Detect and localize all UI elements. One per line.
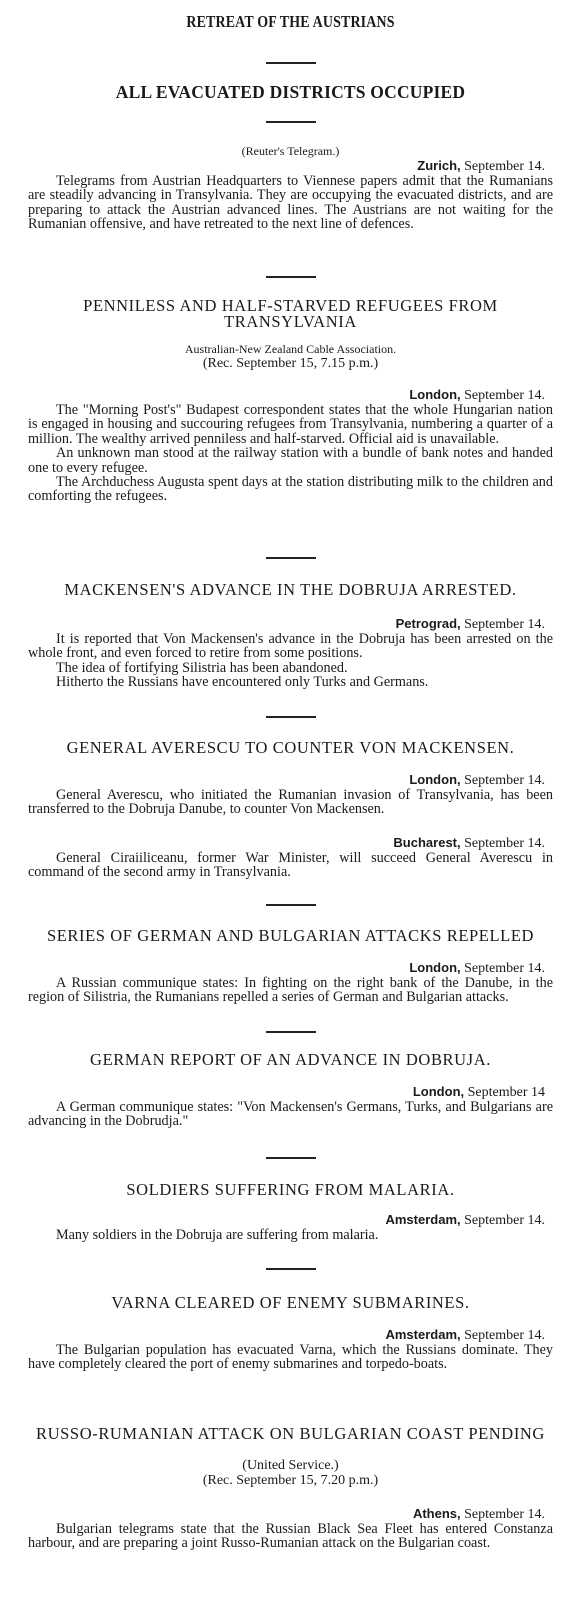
article-dateline	[0, 1506, 581, 1522]
article-body	[0, 1100, 581, 1129]
article-paragraph: General Ciraiiliceanu, former War Minister, will succeed General Averescu in command of the second army in Transylvania.	[28, 849, 553, 881]
dateline-date: September 14.	[464, 773, 545, 788]
article-body	[0, 1522, 581, 1551]
article-paragraph: Bulgarian telegrams state that the Russian Black Sea Fleet has entered Constanza harbour, and are preparing a joint Russo-Rumanian attack on the Bulgarian coast.	[28, 1521, 553, 1552]
article-paragraph: An unknown man stood at the railway station with a bundle of bank notes and handed one to every refugee.	[28, 445, 553, 476]
article-paragraph: Telegrams from Austrian Headquarters to Viennese papers admit that the Rumanians are steadily advancing in Transylvania. They are occupying the evacuated districts, and are preparing to attack the Austrian advanced lines. The Austrians are not waiting for the Rumanian offensive, and have retreated to the next line of defences.	[28, 173, 553, 233]
article-received: (Rec. September 15, 7.20 p.m.)	[202, 1473, 379, 1488]
article-paragraph: The "Morning Post's" Budapest correspondent states that the whole Hungarian nation is engaged in housing and succouring refugees from Transylvania, numbering a quarter of a million. The wealthy arrived penniless and half-starved. Official aid is unavailable.	[28, 402, 553, 447]
article-body	[0, 1343, 581, 1372]
dateline-place: London,	[409, 772, 461, 787]
dateline-place: London,	[409, 387, 461, 402]
divider-rule	[266, 716, 316, 718]
dateline-date: September 14	[467, 1085, 545, 1100]
article-2	[0, 298, 581, 504]
article-body	[0, 1228, 581, 1242]
article-paragraph: General Averescu, who initiated the Rumanian invasion of Transylvania, has been transferred to the Dobruja Danube, to counter Von Mackensen.	[28, 787, 553, 818]
article-body	[0, 788, 581, 817]
article-8	[0, 1293, 581, 1372]
article-body	[0, 976, 581, 1005]
sub-title: ALL EVACUATED DISTRICTS OCCUPIED	[115, 82, 466, 102]
article-paragraph: Many soldiers in the Dobruja are suffering from malaria.	[56, 1227, 379, 1243]
article-body	[0, 632, 581, 690]
article-5	[0, 926, 581, 1005]
main-title: RETREAT OF THE AUSTRIANS	[186, 12, 395, 31]
divider-rule	[266, 557, 316, 559]
article-9	[0, 1424, 581, 1551]
article-headline: SOLDIERS SUFFERING FROM MALARIA.	[126, 1180, 455, 1199]
dateline-date: September 14.	[464, 1507, 545, 1522]
article-7	[0, 1180, 581, 1242]
dateline-date: September 14.	[464, 961, 545, 976]
divider-rule	[266, 121, 316, 123]
dateline-place: Amsterdam,	[385, 1327, 461, 1342]
article-paragraph: A Russian communique states: In fighting on the right bank of the Danube, in the region of Silistria, the Rumanians repelled a series of German and Bulgarian attacks.	[28, 975, 553, 1006]
article-received: (Rec. September 15, 7.15 p.m.)	[202, 356, 379, 371]
dateline-date: September 14.	[464, 1213, 545, 1228]
article-headline: GENERAL AVERESCU TO COUNTER VON MACKENSEN.	[66, 738, 515, 757]
article-dateline	[0, 1212, 581, 1228]
dateline-place: Zurich,	[417, 158, 461, 173]
article-headline: VARNA CLEARED OF ENEMY SUBMARINES.	[111, 1293, 470, 1312]
article-paragraph: The Archduchess Augusta spent days at the station distributing milk to the children and comforting the refugees.	[28, 474, 553, 505]
article-dateline	[0, 1327, 581, 1343]
article-dateline	[0, 772, 581, 788]
article-body	[0, 403, 581, 504]
dateline-date: September 14.	[464, 1328, 545, 1343]
dateline-date: September 14.	[464, 159, 545, 174]
article-6	[0, 1050, 581, 1129]
article-dateline	[0, 158, 581, 174]
article-dateline	[0, 616, 581, 632]
dateline-date: September 14.	[464, 388, 545, 403]
dateline-date: September 14.	[464, 617, 545, 632]
article-paragraph: Hitherto the Russians have encountered only Turks and Germans.	[56, 674, 429, 691]
divider-rule	[266, 62, 316, 64]
dateline-place: Bucharest,	[393, 834, 461, 850]
article-1	[0, 144, 581, 232]
article-paragraph: The Bulgarian population has evacuated Varna, which the Russians dominate. They have completely cleared the port of enemy submarines and torpedo-boats.	[28, 1342, 553, 1373]
dateline-place: Athens,	[412, 1506, 461, 1521]
article-paragraph: The idea of fortifying Silistria has been abandoned.	[56, 659, 348, 676]
dateline-place: London,	[409, 960, 461, 975]
article-paragraph: It is reported that Von Mackensen's advance in the Dobruja has been arrested on the whole front, and even forced to retire from some positions.	[28, 631, 553, 662]
article-headline: SERIES OF GERMAN AND BULGARIAN ATTACKS REPELLED	[46, 926, 535, 945]
dateline-place: Petrograd,	[395, 616, 461, 631]
dateline-place: Amsterdam,	[385, 1212, 461, 1227]
divider-rule	[266, 904, 316, 906]
article-headline: GERMAN REPORT OF AN ADVANCE IN DOBRUJA.	[90, 1050, 491, 1069]
divider-rule	[266, 1157, 316, 1159]
divider-rule	[266, 276, 316, 278]
article-paragraph: A German communique states: "Von Mackensen's Germans, Turks, and Bulgarians are advancing in the Dobrudja."	[28, 1099, 553, 1130]
divider-rule	[266, 1031, 316, 1033]
article-headline: MACKENSEN'S ADVANCE IN THE DOBRUJA ARRESTED.	[64, 580, 517, 599]
article-source: Australian-New Zealand Cable Association.	[184, 342, 397, 356]
article-body-2	[0, 851, 581, 880]
article-dateline-2	[0, 835, 581, 851]
article-headline: PENNILESS AND HALF-STARVED REFUGEES FROM TRANSYLVANIA	[83, 296, 498, 331]
article-dateline	[0, 387, 581, 403]
article-headline: RUSSO-RUMANIAN ATTACK ON BULGARIAN COAST PENDING	[36, 1424, 545, 1443]
article-body	[0, 174, 581, 232]
divider-rule	[266, 1268, 316, 1270]
dateline-place: London,	[412, 1084, 465, 1099]
article-source: (United Service.)	[242, 1458, 339, 1473]
article-dateline	[0, 960, 581, 976]
article-dateline	[0, 1084, 581, 1100]
dateline-date: September 14.	[464, 835, 545, 851]
article-4	[0, 738, 581, 880]
article-source: (Reuter's Telegram.)	[241, 144, 340, 158]
article-3	[0, 580, 581, 690]
